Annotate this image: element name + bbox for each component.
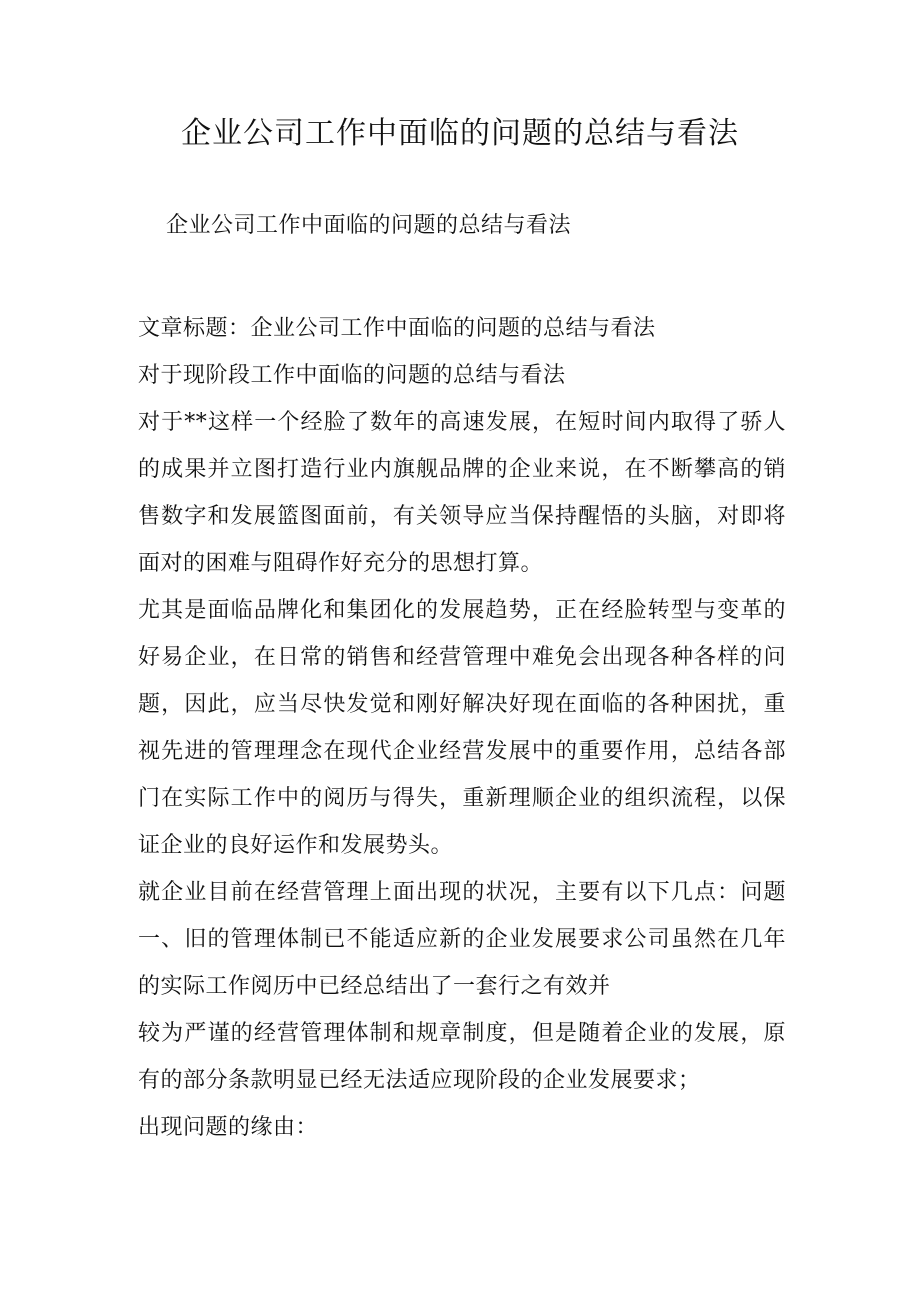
paragraph: 尤其是面临品牌化和集团化的发展趋势，正在经脸转型与变革的好易企业，在日常的销售和经营管理中难免会出现各种各样的问题，因此，应当尽快发觉和刚好解决好现在面临的各种困扰，重视先进的管理理念在现代企业经营发展中的重要作用，总结各部门在实际工作中的阅历与得失，重新理顺企业的组织流程，以保证企业的良好运作和发展势头。 [138, 598, 786, 858]
paragraph-heading: 对于现阶段工作中面临的问题的总结与看法 [138, 363, 566, 388]
paragraph-article-title: 文章标题：企业公司工作中面临的问题的总结与看法 [138, 316, 656, 341]
document-body [138, 305, 786, 1151]
paragraph: 就企业目前在经营管理上面出现的状况，主要有以下几点：问题一、旧的管理体制已不能适应新的企业发展要求公司虽然在几年的实际工作阅历中已经总结出了一套行之有效并 [138, 880, 786, 999]
paragraph: 对于**这样一个经脸了数年的高速发展，在短时间内取得了骄人的成果并立图打造行业内旗舰品牌的企业来说，在不断攀高的销售数字和发展篮图面前，有关领导应当保持醒悟的头脑，对即将面对的困难与阻碍作好充分的思想打算。 [138, 410, 786, 576]
paragraph: 出现问题的缘由： [138, 1115, 319, 1140]
paragraph: 较为严谨的经营管理体制和规章制度，但是随着企业的发展，原有的部分条款明显已经无法适应现阶段的企业发展要求； [138, 1021, 786, 1093]
document-title: 企业公司工作中面临的问题的总结与看法 [181, 116, 739, 151]
document-subtitle: 企业公司工作中面临的问题的总结与看法 [166, 213, 572, 238]
